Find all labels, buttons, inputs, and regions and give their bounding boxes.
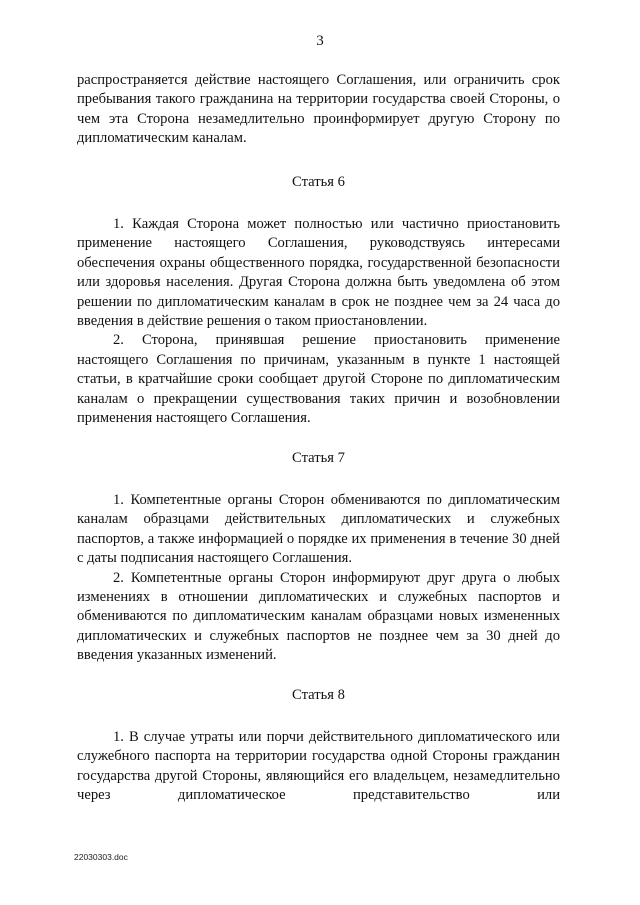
article-7-paragraph-2: 2. Компетентные органы Сторон информируют друг друга о любых изменениях в отношении дипломатических и служебных паспортов и обмениваются по дипломатическим каналам образцами новых измененных дипломатических и служебных паспортов не позднее чем за 30 дней до введения указанных изменений. <box>77 569 560 664</box>
document-body <box>77 71 560 806</box>
article-6-paragraph-1: 1. Каждая Сторона может полностью или частично приостановить применение настоящего Соглашения, руководствуясь интересами обеспечения охраны общественного порядка, государственной безопасности или здоровья населения. Другая Сторона должна быть уведомлена об этом решении по дипломатическим каналам в срок не позднее чем за 24 часа до введения в действие решения о таком приостановлении. <box>77 216 560 330</box>
file-name-footer: 22030303.doc <box>74 852 128 862</box>
article-7-paragraph-1: 1. Компетентные органы Сторон обмениваются по дипломатическим каналам образцами действительных дипломатических и служебных паспортов, а также информацией о порядке их применения в течение 30 дней с даты подписания настоящего Соглашения. <box>77 491 560 567</box>
page-number: 3 <box>316 33 324 49</box>
article-6-heading: Статья 6 <box>292 173 345 190</box>
article-6-paragraph-2: 2. Сторона, принявшая решение приостановить применение настоящего Соглашения по причинам, указанным в пункте 1 настоящей статьи, в кратчайшие сроки сообщает другой Стороне по дипломатическим каналам о прекращении существования таких причин и возобновлении применения настоящего Соглашения. <box>77 332 560 427</box>
article-8-heading: Статья 8 <box>292 686 345 703</box>
continuation-paragraph: распространяется действие настоящего Соглашения, или ограничить срок пребывания такого гражданина на территории государства своей Стороны, о чем эта Сторона незамедлительно проинформирует другую Сторону по дипломатическим каналам. <box>77 72 560 147</box>
article-8-paragraph-1: 1. В случае утраты или порчи действительного дипломатического или служебного паспорта на территории государства одной Стороны гражданин государства другой Стороны, являющийся его владельцем, незамедлительно через дипломатическое представительство или <box>77 728 560 804</box>
article-7-heading: Статья 7 <box>292 449 345 466</box>
